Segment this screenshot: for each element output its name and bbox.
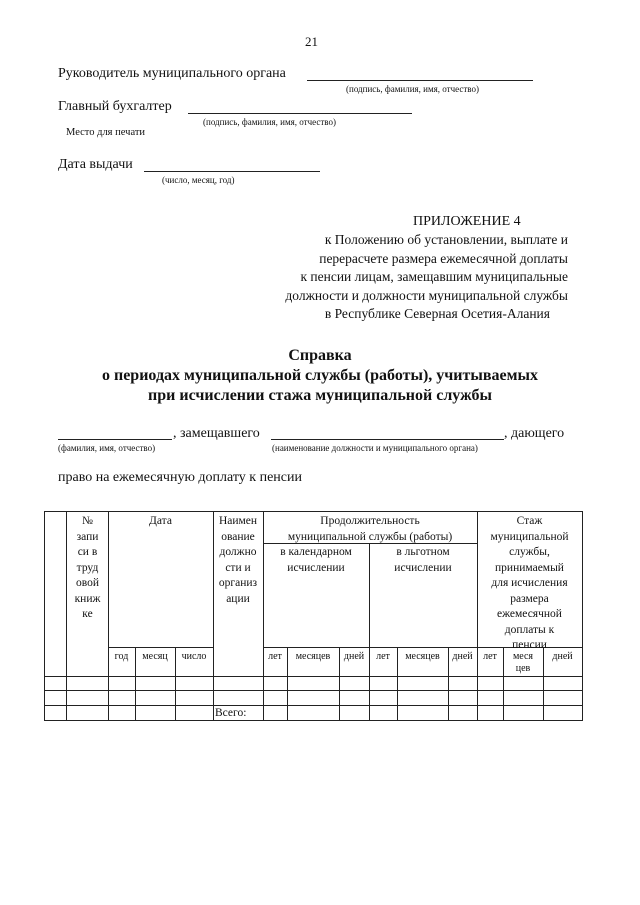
header-text: ежемесячной xyxy=(497,608,562,620)
header-text: должно xyxy=(219,546,257,558)
subheader-preferential-months: месяцев xyxy=(405,651,440,662)
appendix-line: к пенсии лицам, замещавшим муниципальные xyxy=(300,269,568,284)
issue-date-label: Дата выдачи xyxy=(58,157,133,172)
subheader-month: месяц xyxy=(142,651,168,662)
header-text: Стаж xyxy=(516,515,543,527)
head-signature-line[interactable] xyxy=(307,80,533,81)
person-name-caption: (фамилия, имя, отчество) xyxy=(58,443,156,453)
subheader-year: год xyxy=(114,651,129,662)
subheader-stazh-years: лет xyxy=(483,651,497,662)
subheader-calendar-years: лет xyxy=(268,651,282,662)
header-text: ование xyxy=(221,530,255,543)
appendix-line: в Республике Северная Осетия-Алания xyxy=(324,306,550,321)
issue-date-caption: (число, месяц, год) xyxy=(162,175,235,185)
header-text: запи xyxy=(76,530,99,543)
header-text: цев xyxy=(515,663,531,674)
header-text: для исчисления xyxy=(491,577,568,589)
head-signature-caption: (подпись, фамилия, имя, отчество) xyxy=(346,84,479,94)
document-heading xyxy=(0,346,640,406)
header-text: меся xyxy=(512,651,534,662)
header-text: исчислении xyxy=(287,561,345,574)
header-text: муниципальной службы (работы) xyxy=(287,530,453,543)
subheader-stazh-months xyxy=(503,651,543,675)
col-header-stazh xyxy=(477,514,582,654)
appendix-line: к Положению об установлении, выплате и xyxy=(324,232,568,247)
header-text: Наимен xyxy=(218,515,258,527)
issue-date-line[interactable] xyxy=(144,171,320,172)
header-text: принимаемый xyxy=(495,561,564,574)
header-text: в льготном xyxy=(396,546,450,558)
header-text: книж xyxy=(74,592,101,605)
position-line[interactable] xyxy=(271,439,504,440)
header-text: си в xyxy=(77,546,98,558)
header-text: ации xyxy=(226,592,250,605)
appendix-title: ПРИЛОЖЕНИЕ 4 xyxy=(413,214,521,229)
header-text: в календарном xyxy=(280,546,352,558)
col-header-duration xyxy=(263,514,477,545)
header-text: исчислении xyxy=(394,561,452,574)
total-label: Всего: xyxy=(215,707,247,719)
header-text: Продолжительность xyxy=(320,515,420,527)
header-text: доплаты к xyxy=(504,623,555,636)
heading-title: Справка xyxy=(288,347,352,364)
table-subheader-line xyxy=(108,647,213,648)
subheader-day: число xyxy=(181,651,207,662)
header-text: труд xyxy=(76,561,99,574)
col-header-preferential xyxy=(369,545,477,576)
heading-subtitle: при исчислении стажа муниципальной службы xyxy=(148,387,492,404)
subheader-preferential-days: дней xyxy=(452,651,473,662)
col-header-date: Дата xyxy=(149,515,172,527)
table-border-bottom xyxy=(44,720,583,721)
header-text: организ xyxy=(218,577,258,589)
header-text: службы, xyxy=(509,546,550,558)
table-border-right xyxy=(582,511,583,720)
head-signature-label: Руководитель муниципального органа xyxy=(58,66,286,81)
subheader-calendar-days: дней xyxy=(343,651,365,662)
header-text: муниципальной xyxy=(490,530,569,543)
giving-label: , дающего xyxy=(504,426,565,441)
accountant-signature-label: Главный бухгалтер xyxy=(58,99,172,114)
header-text: ке xyxy=(82,608,93,620)
header-text: овой xyxy=(75,577,99,589)
header-text: размера xyxy=(510,592,549,605)
subheader-stazh-days: дней xyxy=(552,651,573,662)
heading-subtitle: о периодах муниципальной службы (работы), учитываемых xyxy=(101,367,539,384)
table-border-top xyxy=(44,511,583,512)
subheader-calendar-months: месяцев xyxy=(295,651,331,662)
appendix-line: должности и должности муниципальной службы xyxy=(285,287,568,303)
header-text: пенсии xyxy=(512,639,547,651)
col-header-record-no xyxy=(67,514,108,623)
table-col-line xyxy=(108,511,109,720)
appendix-line: перерасчете размера ежемесячной доплаты xyxy=(319,250,568,266)
table-border-left xyxy=(44,511,45,720)
position-caption: (наименование должности и муниципального органа) xyxy=(272,443,478,453)
page-number: 21 xyxy=(305,34,318,49)
replaced-label: , замещавшего xyxy=(173,426,260,441)
col-header-position-name xyxy=(213,514,263,607)
header-text: сти и xyxy=(225,561,251,574)
header-text: № xyxy=(82,515,93,527)
accountant-signature-line[interactable] xyxy=(188,113,412,114)
accountant-signature-caption: (подпись, фамилия, имя, отчество) xyxy=(203,117,336,127)
seal-place-label: Место для печати xyxy=(66,127,146,138)
col-header-calendar xyxy=(263,545,369,576)
appendix-text xyxy=(285,231,568,324)
right-to-pension-text: право на ежемесячную доплату к пенсии xyxy=(58,470,302,485)
subheader-preferential-years: лет xyxy=(376,651,390,662)
person-name-line[interactable] xyxy=(58,439,172,440)
